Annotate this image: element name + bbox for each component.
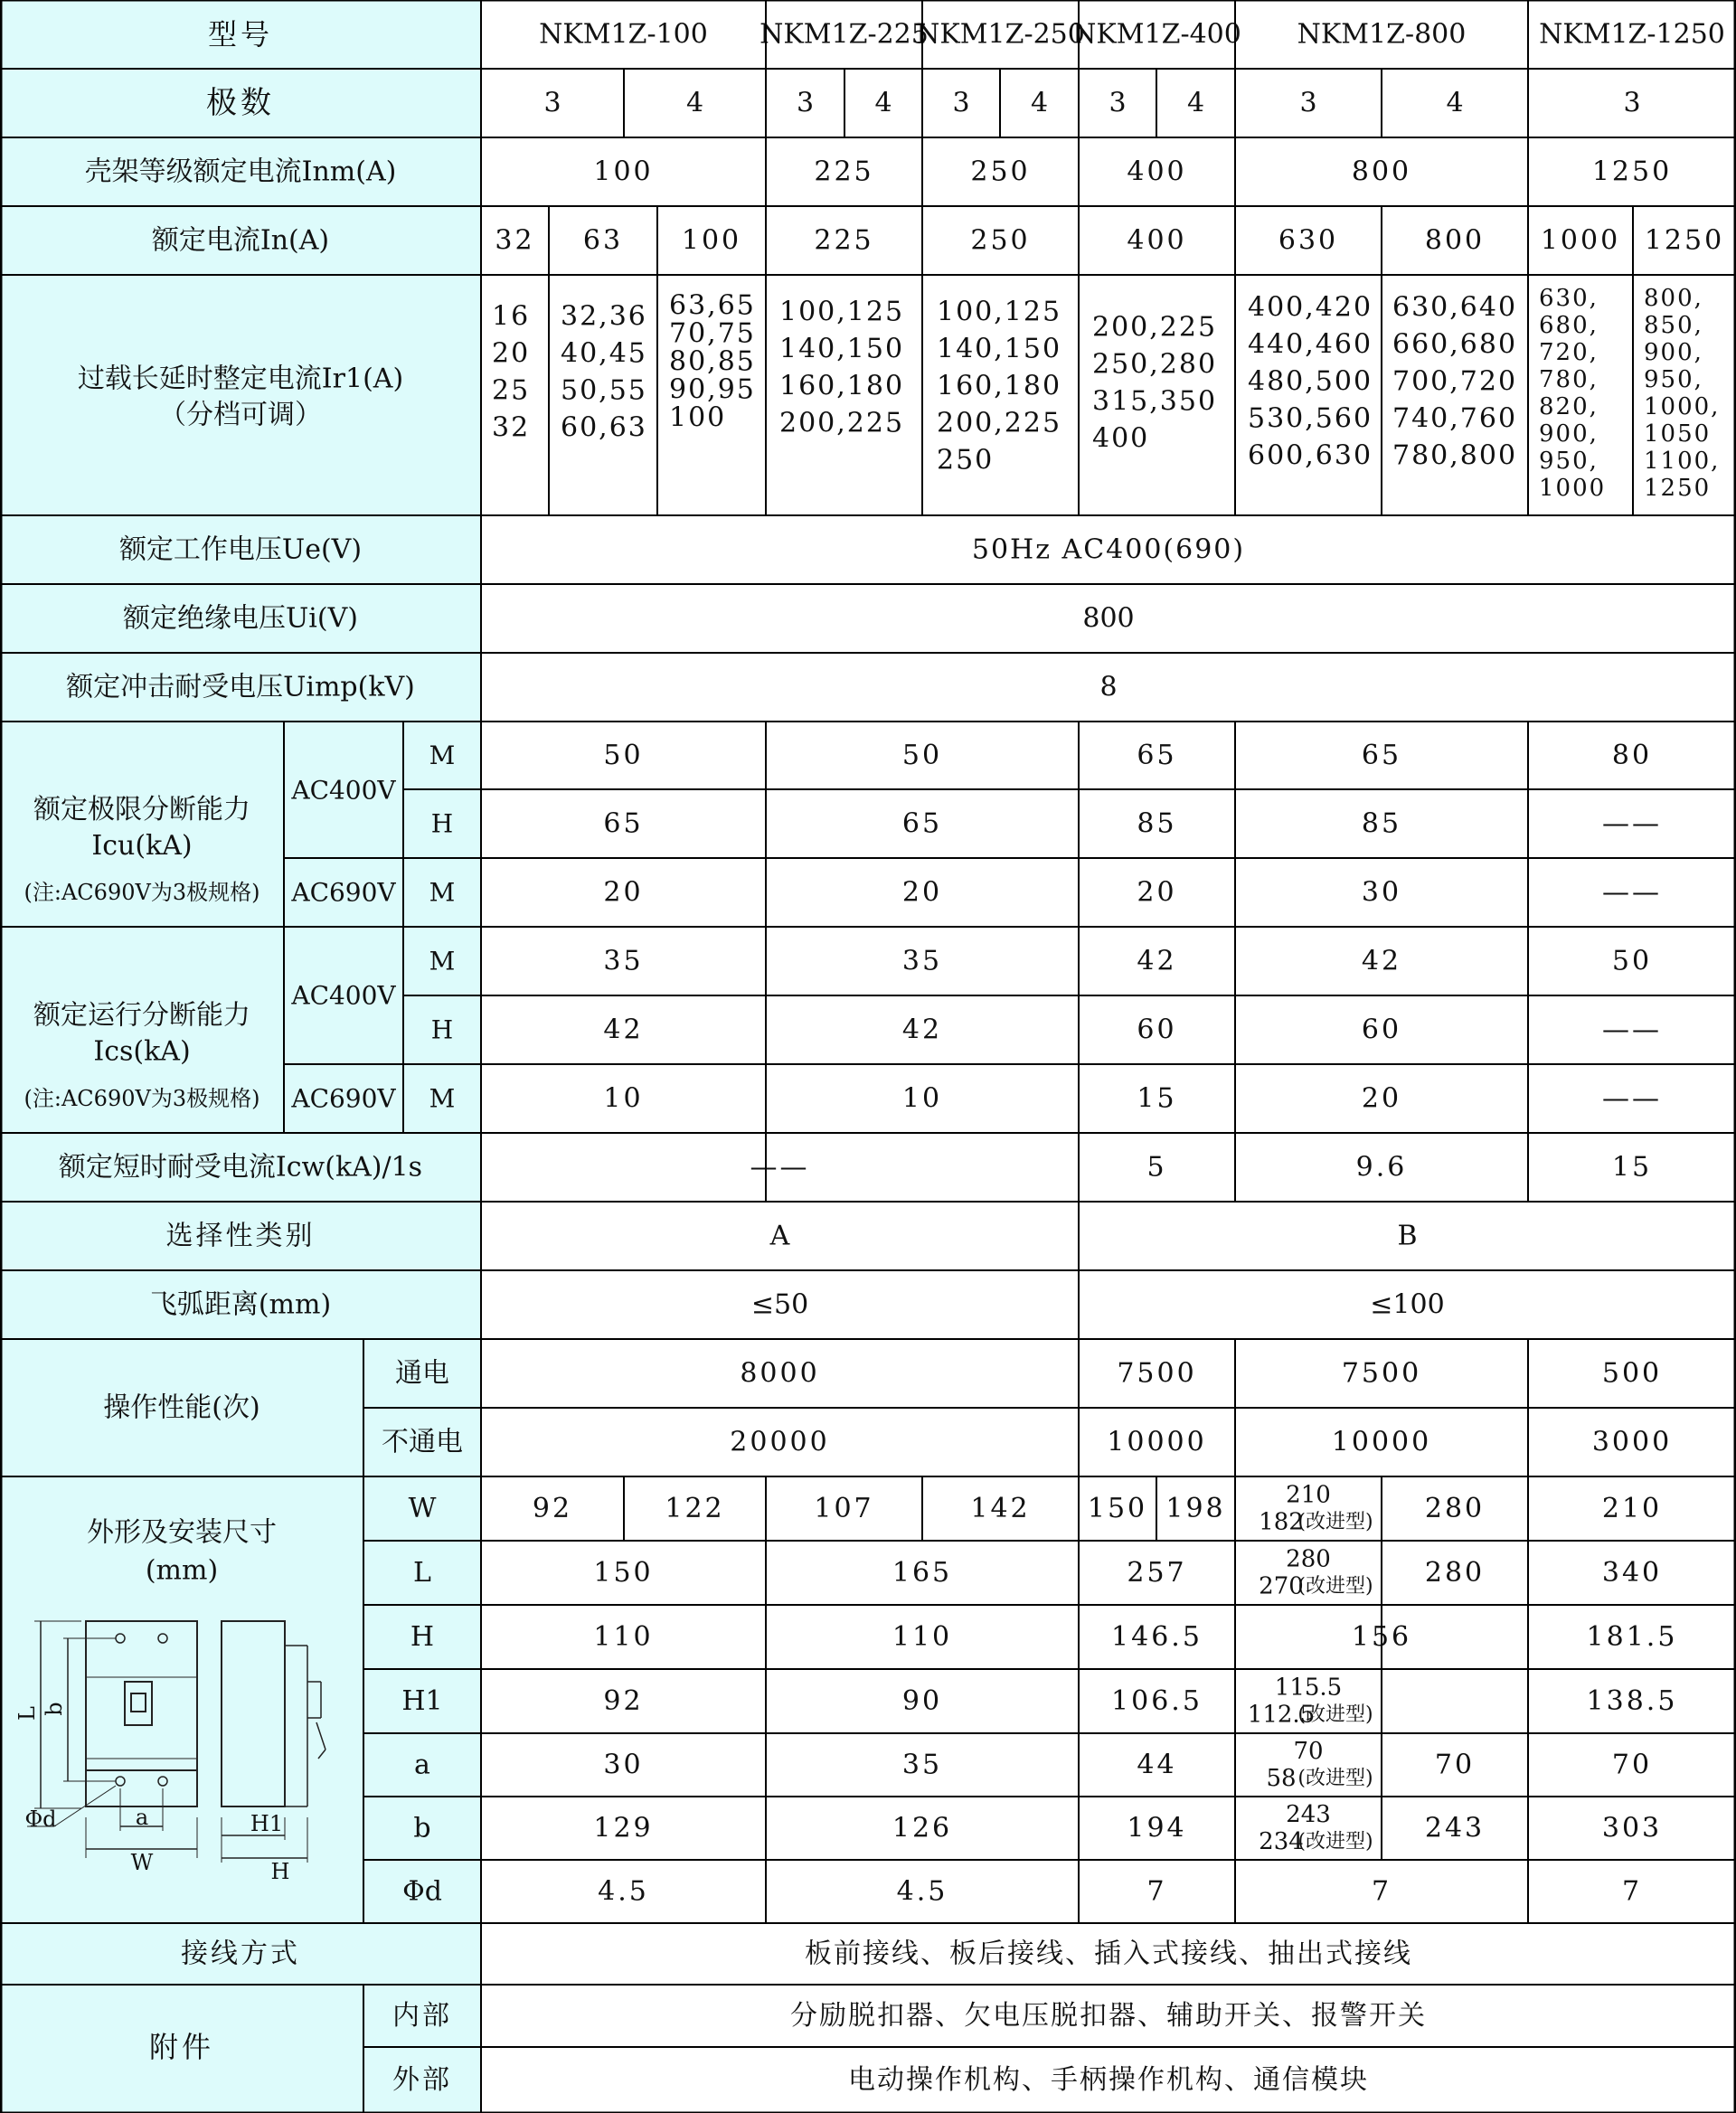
pole-count: 4: [1446, 87, 1464, 119]
dimension-b-value: 129: [593, 1812, 654, 1844]
dimension-b-improved-value: 234: [1259, 1828, 1304, 1855]
dimension-b-value: 303: [1601, 1812, 1663, 1844]
overload-setting-value: 32,36: [561, 300, 647, 333]
dimension-w-value: 198: [1165, 1493, 1226, 1524]
icu-h-ac400-value: 85: [1137, 807, 1177, 840]
dimension-L-value: 280: [1286, 1545, 1331, 1573]
dimension-w-value: 210: [1601, 1493, 1663, 1524]
frame-current-value: 250: [970, 156, 1031, 188]
rated-current-value: 1250: [1644, 224, 1725, 257]
drawing-label-a: a: [135, 1805, 149, 1830]
operation-off-label: 不通电: [382, 1426, 463, 1458]
frame-current-value: 225: [814, 156, 874, 188]
pole-count: 4: [1030, 87, 1049, 119]
overload-setting-value: 50,55: [561, 374, 647, 407]
overload-setting-value: 32: [492, 411, 531, 444]
pole-count: 4: [874, 87, 892, 119]
ics-m-ac690-value: 20: [1361, 1082, 1402, 1115]
dimension-a-label: a: [414, 1749, 430, 1781]
dimension-L-value: 340: [1601, 1557, 1663, 1589]
dimension-a-value: 44: [1137, 1749, 1177, 1781]
operation-on-value: 8000: [740, 1357, 820, 1390]
frame-current-value: 100: [593, 156, 654, 188]
row-label-poles: 极数: [206, 85, 275, 121]
row-label-rated-voltage: 额定工作电压Ue(V): [118, 533, 363, 566]
dimension-a-value: 70: [1293, 1738, 1324, 1765]
dimension-b-value: 194: [1127, 1812, 1187, 1844]
grade-h-label: H: [430, 1014, 454, 1045]
dimension-w-value: 150: [1087, 1493, 1148, 1524]
dimension-w-value: 210: [1286, 1481, 1331, 1509]
grade-h-label: H: [430, 808, 454, 839]
overload-setting-value: 25: [492, 374, 531, 407]
insulation-voltage-value: 800: [1082, 602, 1135, 635]
overload-setting-value: 20: [492, 337, 531, 370]
overload-setting-value: 90,95: [669, 373, 756, 406]
ics-unit: Ics(kA): [93, 1035, 191, 1068]
dimension-b-value: 243: [1424, 1812, 1486, 1844]
dimension-d-value: 4.5: [896, 1875, 948, 1908]
overload-setting-value: 100,125: [779, 296, 905, 328]
overload-setting-value: 100: [669, 401, 727, 434]
overload-setting-value: 800,: [1644, 285, 1703, 312]
overload-setting-value: 1000,: [1644, 393, 1721, 420]
dimension-w-improved-value: 182: [1259, 1508, 1304, 1536]
drawing-label-b: b: [42, 1702, 67, 1716]
overload-setting-value: 160,180: [937, 370, 1062, 402]
overload-setting-value: 630,640: [1392, 291, 1518, 324]
pole-count: 3: [952, 87, 970, 119]
ics-m-ac690-value: 10: [901, 1082, 943, 1115]
ac400v-label: AC400V: [291, 775, 396, 806]
overload-setting-value: 660,680: [1392, 328, 1518, 361]
rated-current-value: 800: [1424, 224, 1486, 257]
icu-m-ac690-value: 30: [1361, 876, 1402, 909]
overload-setting-value: 315,350: [1092, 385, 1218, 418]
pole-count: 4: [685, 87, 704, 119]
rated-current-value: 225: [814, 224, 874, 257]
pole-count: 3: [543, 87, 561, 119]
overload-setting-value: 1000: [1539, 475, 1607, 502]
drawing-label-W: W: [130, 1850, 154, 1875]
drawing-label-L: L: [14, 1706, 40, 1721]
rated-current-value: 63: [582, 224, 624, 257]
row-label-overload: 过载长延时整定电流Ir1(A): [77, 363, 404, 395]
dimension-a-value: 70: [1611, 1749, 1653, 1781]
dimension-w-value: 107: [814, 1493, 874, 1524]
dimension-L-value: 150: [593, 1557, 654, 1589]
row-label-icw: 额定短时耐受电流Icw(kA)/1s: [58, 1151, 423, 1184]
dimension-b-value: 243: [1286, 1801, 1331, 1828]
operation-off-value: 20000: [730, 1426, 830, 1458]
icu-m-ac400-value: 50: [603, 740, 644, 771]
overload-setting-value: 950,: [1539, 448, 1599, 475]
rated-current-value: 250: [970, 224, 1031, 257]
grade-m-label: M: [429, 740, 456, 770]
dimension-w-value: 92: [532, 1493, 573, 1524]
overload-setting-value: 250,280: [1092, 348, 1218, 381]
rated-current-value: 400: [1127, 224, 1187, 257]
dimension-H1-value: 92: [603, 1685, 644, 1717]
icu-m-ac690-value: 20: [1137, 876, 1177, 909]
icu-m-ac400-value: 65: [1361, 740, 1402, 771]
icu-h-ac400-value: 85: [1361, 807, 1402, 840]
dimension-L-value: 257: [1127, 1557, 1187, 1589]
dimension-H1-value: 106.5: [1111, 1685, 1203, 1717]
icu-m-ac690-value: ——: [1602, 876, 1662, 909]
overload-setting-value: 1250: [1644, 475, 1712, 502]
overload-setting-value: 900,: [1539, 420, 1599, 448]
dimension-w-value: 280: [1424, 1493, 1486, 1524]
icu-m-ac400-value: 80: [1611, 740, 1653, 771]
operation-on-label: 通电: [395, 1357, 449, 1390]
dimension-L-label: L: [413, 1557, 431, 1589]
accessory-external-value: 电动操作机构、手柄操作机构、通信模块: [848, 2064, 1369, 2096]
dimension-d-label: Φd: [402, 1875, 442, 1908]
ac400v-label: AC400V: [291, 980, 396, 1011]
dimension-w-value: 142: [970, 1493, 1031, 1524]
icu-m-ac400-value: 65: [1137, 740, 1177, 771]
ics-m-ac400-value: 50: [1611, 945, 1653, 977]
dimension-H1-label: H1: [401, 1685, 443, 1717]
rated-voltage-value: 50Hz AC400(690): [971, 533, 1246, 566]
model-name: NKM1Z-400: [1072, 18, 1241, 51]
dimension-a-value: 70: [1434, 1749, 1476, 1781]
overload-setting-value: 600,630: [1248, 439, 1373, 472]
dimension-H-label: H: [410, 1621, 435, 1653]
selectivity-value: B: [1397, 1220, 1418, 1252]
drawing-label-H1: H1: [250, 1811, 284, 1836]
icu-label: 额定极限分断能力: [33, 794, 250, 825]
overload-setting-value: 100,125: [937, 296, 1062, 328]
dimension-H1-value: 138.5: [1586, 1685, 1678, 1717]
dimension-w-value: 122: [665, 1493, 725, 1524]
drawing-label-phi-d: Φd: [24, 1806, 57, 1832]
icu-h-ac400-value: ——: [1602, 807, 1662, 840]
rated-current-value: 630: [1278, 224, 1339, 257]
overload-setting-value: 720,: [1539, 339, 1599, 366]
model-name: NKM1Z-100: [539, 18, 708, 51]
overload-setting-value: 400: [1092, 422, 1150, 455]
dimension-b-label: b: [413, 1812, 431, 1844]
dimension-a-value: 30: [603, 1749, 644, 1781]
grade-m-label: M: [429, 946, 456, 976]
ac690v-label: AC690V: [291, 1083, 396, 1114]
overload-setting-value: 900,: [1644, 339, 1703, 366]
row-label-overload-note: （分档可调）: [159, 399, 322, 431]
pole-count: 3: [796, 87, 815, 119]
overload-setting-value: 250: [937, 444, 995, 476]
overload-setting-value: 1100,: [1644, 448, 1721, 475]
arc-distance-value: ≤100: [1370, 1288, 1445, 1321]
overload-setting-value: 140,150: [779, 333, 905, 365]
dimension-L-value: 165: [892, 1557, 953, 1589]
dimension-h-value: 110: [892, 1621, 953, 1653]
ics-m-ac400-value: 42: [1361, 945, 1402, 977]
ics-m-ac690-value: 15: [1137, 1082, 1177, 1115]
ics-h-ac400-value: 42: [603, 1014, 644, 1046]
ics-m-ac400-value: 35: [603, 945, 644, 977]
overload-setting-value: 530,560: [1248, 402, 1373, 435]
dimension-h-value: 146.5: [1111, 1621, 1203, 1653]
pole-count: 3: [1623, 87, 1641, 119]
model-name: NKM1Z-1250: [1539, 18, 1725, 51]
overload-setting-value: 820,: [1539, 393, 1599, 420]
dimension-d-value: 4.5: [598, 1875, 649, 1908]
row-label-dimensions-unit: (mm): [145, 1554, 219, 1587]
overload-setting-value: 780,: [1539, 366, 1599, 393]
overload-setting-value: 480,500: [1248, 365, 1373, 398]
icu-note: (注:AC690V为3极规格): [24, 880, 260, 905]
overload-setting-value: 780,800: [1392, 439, 1518, 472]
dimension-b-value: 126: [892, 1812, 953, 1844]
dimension-a-improved-value: 58: [1266, 1765, 1297, 1792]
row-label-insulation: 额定绝缘电压Ui(V): [123, 602, 358, 635]
wiring-value: 板前接线、板后接线、插入式接线、抽出式接线: [805, 1938, 1412, 1970]
dimension-h-value: 181.5: [1586, 1621, 1678, 1653]
overload-setting-value: 680,: [1539, 312, 1599, 339]
improved-type-note: (改进型): [1297, 1703, 1373, 1726]
dimension-d-value: 7: [1371, 1875, 1392, 1908]
operation-on-value: 7500: [1341, 1357, 1422, 1390]
operation-off-value: 10000: [1107, 1426, 1207, 1458]
improved-type-note: (改进型): [1297, 1830, 1373, 1854]
dimension-L-value: 280: [1424, 1557, 1486, 1589]
grade-m-label: M: [429, 1083, 456, 1114]
row-label-rated-current: 额定电流In(A): [151, 224, 330, 257]
ics-m-ac690-value: 10: [603, 1082, 644, 1115]
improved-type-note: (改进型): [1297, 1511, 1373, 1533]
frame-current-value: 800: [1351, 156, 1412, 188]
overload-setting-value: 630,: [1539, 285, 1599, 312]
pole-count: 3: [1299, 87, 1317, 119]
grade-m-label: M: [429, 877, 456, 908]
overload-setting-value: 140,150: [937, 333, 1062, 365]
pole-count: 4: [1186, 87, 1205, 119]
row-label-wiring: 接线方式: [181, 1938, 300, 1970]
overload-setting-value: 63,65: [669, 289, 756, 322]
dimension-a-value: 35: [901, 1749, 943, 1781]
overload-setting-value: 60,63: [561, 411, 647, 444]
overload-setting-value: 700,720: [1392, 365, 1518, 398]
ics-h-ac400-value: ——: [1602, 1014, 1662, 1046]
dimension-L-improved-value: 270: [1259, 1572, 1304, 1600]
row-label-arc-distance: 飞弧距离(mm): [149, 1288, 332, 1321]
icu-m-ac690-value: 20: [901, 876, 943, 909]
dimension-H1-value: 90: [901, 1685, 943, 1717]
overload-setting-value: 850,: [1644, 312, 1703, 339]
row-label-frame-current: 壳架等级额定电流Inm(A): [84, 156, 397, 188]
dimension-H1-value: 115.5: [1274, 1674, 1343, 1702]
overload-setting-value: 40,45: [561, 337, 647, 370]
dimension-h-value: 110: [593, 1621, 654, 1653]
overload-setting-value: 200,225: [779, 407, 905, 439]
model-name: NKM1Z-250: [916, 18, 1085, 51]
icw-value: ——: [750, 1151, 810, 1184]
dimension-d-value: 7: [1621, 1875, 1643, 1908]
dimension-h-value: 156: [1351, 1621, 1412, 1653]
row-label-model: 型号: [207, 17, 274, 52]
dimension-W-label: W: [408, 1493, 437, 1524]
row-label-impulse: 额定冲击耐受电压Uimp(kV): [66, 671, 415, 703]
icu-m-ac690-value: 20: [603, 876, 644, 909]
arc-distance-value: ≤50: [750, 1288, 809, 1321]
rated-current-value: 1000: [1540, 224, 1621, 257]
icu-h-ac400-value: 65: [603, 807, 644, 840]
model-name: NKM1Z-225: [760, 18, 929, 51]
ics-m-ac400-value: 42: [1137, 945, 1177, 977]
ics-note: (注:AC690V为3极规格): [24, 1086, 260, 1111]
overload-setting-value: 200,225: [1092, 311, 1218, 344]
overload-setting-value: 400,420: [1248, 291, 1373, 324]
overload-setting-value: 16: [492, 300, 531, 333]
overload-setting-value: 200,225: [937, 407, 1062, 439]
ac690v-label: AC690V: [291, 877, 396, 908]
ics-m-ac690-value: ——: [1602, 1082, 1662, 1115]
icw-value: 15: [1611, 1151, 1653, 1184]
row-label-dimensions: 外形及安装尺寸: [87, 1516, 277, 1549]
improved-type-note: (改进型): [1297, 1767, 1373, 1790]
overload-setting-value: 440,460: [1248, 328, 1373, 361]
icu-m-ac400-value: 50: [901, 740, 943, 771]
operation-on-value: 500: [1601, 1357, 1663, 1390]
row-label-selectivity: 选择性类别: [165, 1220, 316, 1252]
overload-setting-value: 950,: [1644, 366, 1703, 393]
operation-off-value: 3000: [1591, 1426, 1673, 1458]
ics-m-ac400-value: 35: [901, 945, 943, 977]
icw-value: 9.6: [1355, 1151, 1408, 1184]
accessory-internal-label: 内部: [392, 2000, 452, 2032]
row-label-accessories: 附件: [148, 2030, 215, 2064]
accessory-external-label: 外部: [392, 2064, 452, 2096]
icu-h-ac400-value: 65: [901, 807, 943, 840]
operation-on-value: 7500: [1117, 1357, 1197, 1390]
accessory-internal-value: 分励脱扣器、欠电压脱扣器、辅助开关、报警开关: [790, 2000, 1427, 2032]
ics-label: 额定运行分断能力: [33, 999, 250, 1032]
frame-current-value: 1250: [1591, 156, 1673, 188]
dimension-d-value: 7: [1146, 1875, 1167, 1908]
selectivity-value: A: [769, 1220, 790, 1252]
rated-current-value: 100: [681, 224, 742, 257]
drawing-label-H: H: [270, 1859, 290, 1884]
icu-unit: Icu(kA): [91, 830, 193, 862]
overload-setting-value: 1050: [1644, 420, 1712, 448]
frame-current-value: 400: [1127, 156, 1187, 188]
ics-h-ac400-value: 60: [1137, 1014, 1177, 1046]
overload-setting-value: 70,75: [669, 317, 756, 350]
impulse-voltage-value: 8: [1099, 671, 1118, 703]
ics-h-ac400-value: 60: [1361, 1014, 1402, 1046]
overload-setting-value: 80,85: [669, 345, 756, 378]
improved-type-note: (改进型): [1297, 1575, 1373, 1598]
pole-count: 3: [1109, 87, 1127, 119]
row-label-operation: 操作性能(次): [103, 1391, 260, 1424]
overload-setting-value: 160,180: [779, 370, 905, 402]
model-name: NKM1Z-800: [1297, 18, 1467, 51]
dimension-H1-improved-value: 112.5: [1247, 1701, 1316, 1729]
icw-value: 5: [1146, 1151, 1167, 1184]
rated-current-value: 32: [495, 224, 535, 257]
ics-h-ac400-value: 42: [901, 1014, 943, 1046]
overload-setting-value: 740,760: [1392, 402, 1518, 435]
operation-off-value: 10000: [1331, 1426, 1432, 1458]
